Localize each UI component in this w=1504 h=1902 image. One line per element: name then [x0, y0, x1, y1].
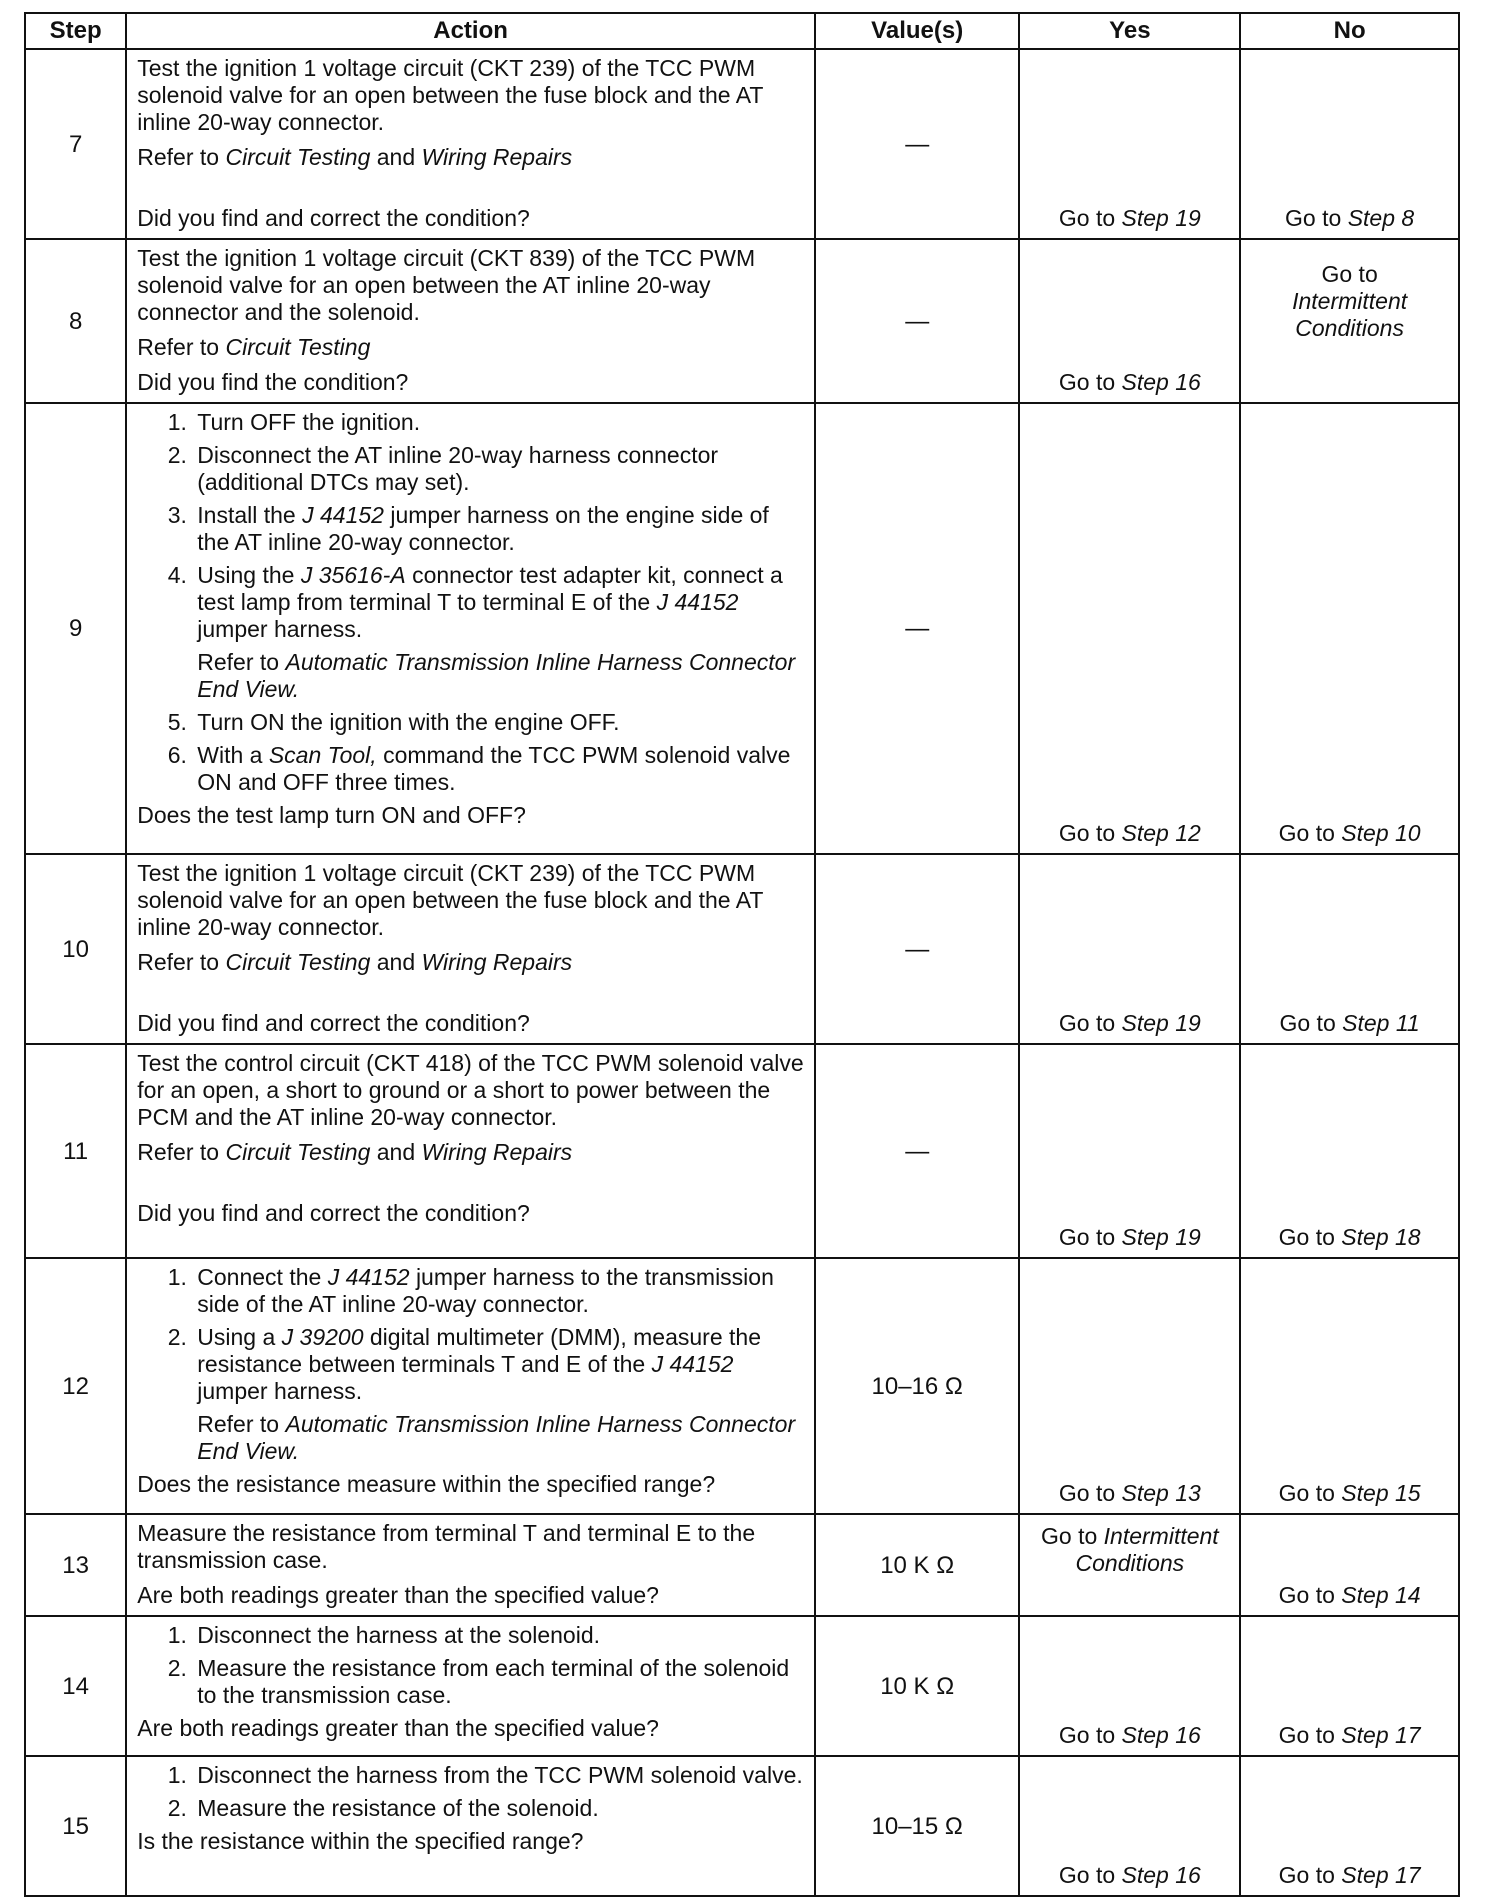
reference-line — [137, 144, 804, 171]
question-text: Did you find and correct the condition? — [137, 1200, 530, 1226]
refer-label: Refer to — [137, 144, 220, 170]
reference-link-connector-end-view[interactable]: Automatic Transmission Inline Harness Connector End View. — [197, 1411, 796, 1464]
item-text: jumper harness to the transmission side of the AT inline 20-way connector. — [197, 1264, 774, 1317]
goto-label: Go to — [1278, 1722, 1335, 1748]
no-target[interactable]: Step 17 — [1341, 1722, 1421, 1748]
yes-target[interactable]: Step 12 — [1121, 820, 1201, 846]
list-item — [193, 562, 804, 703]
question-text: Did you find and correct the condition? — [137, 1010, 530, 1036]
value-cell: — — [815, 854, 1020, 1044]
refer-label: Refer to — [197, 1411, 280, 1437]
yes-cell[interactable] — [1019, 239, 1240, 403]
yes-target[interactable]: Intermittent Conditions — [1075, 1523, 1219, 1576]
list-item: 5. Turn ON the ignition with the engine OFF. — [193, 709, 804, 736]
no-cell[interactable] — [1240, 854, 1459, 1044]
goto-label: Go to — [1278, 1862, 1335, 1888]
item-text: With a — [197, 742, 263, 768]
list-item: 2. Disconnect the AT inline 20-way harness connector (additional DTCs may set). — [193, 442, 804, 496]
goto-label: Go to — [1278, 820, 1335, 846]
yes-target[interactable]: Step 16 — [1121, 1722, 1201, 1748]
value-cell: — — [815, 239, 1020, 403]
refer-label: Refer to — [137, 334, 220, 360]
goto-label: Go to — [1058, 820, 1116, 846]
action-cell — [126, 403, 815, 854]
action-text: Measure the resistance from terminal T and terminal E to the transmission case. — [137, 1520, 756, 1573]
header-no: No — [1240, 13, 1459, 49]
goto-label: Go to — [1058, 1224, 1116, 1250]
question-text: Does the resistance measure within the specified range? — [137, 1471, 716, 1497]
reference-link-circuit-testing[interactable]: Circuit Testing — [225, 1139, 371, 1165]
no-target[interactable]: Step 17 — [1341, 1862, 1421, 1888]
step-number: 8 — [25, 239, 126, 403]
no-cell[interactable] — [1240, 1514, 1459, 1616]
action-cell — [126, 49, 815, 239]
item-text: connector test adapter kit, connect a test lamp from terminal T to terminal E of the — [197, 562, 783, 615]
table-row-step-12 — [25, 1258, 1459, 1514]
goto-label: Go to — [1321, 260, 1378, 287]
refer-label: Refer to — [197, 649, 280, 675]
table-row-step-13 — [25, 1514, 1459, 1616]
step-number: 11 — [25, 1044, 126, 1258]
reference-link-wiring-repairs[interactable]: Wiring Repairs — [421, 1139, 573, 1165]
step-number: 9 — [25, 403, 126, 854]
yes-target[interactable]: Step 16 — [1121, 369, 1201, 395]
reference-link-circuit-testing[interactable]: Circuit Testing — [225, 144, 371, 170]
instruction-list — [137, 1762, 804, 1822]
action-cell — [126, 854, 815, 1044]
goto-label: Go to — [1279, 1010, 1336, 1036]
value-cell: 10–15 Ω — [815, 1756, 1020, 1896]
yes-target[interactable]: Step 13 — [1121, 1480, 1201, 1506]
goto-label: Go to — [1058, 369, 1116, 395]
item-text: digital multimeter (DMM), measure the resistance between terminals T and E of the — [197, 1324, 761, 1377]
table-header-row — [25, 13, 1459, 49]
step-number: 13 — [25, 1514, 126, 1616]
diagnostic-table-page — [24, 12, 1460, 1897]
goto-label: Go to — [1058, 1480, 1116, 1506]
question-text: Does the test lamp turn ON and OFF? — [137, 802, 526, 828]
no-target[interactable]: Step 11 — [1342, 1010, 1420, 1036]
tool-name: J 35616-A — [300, 562, 406, 588]
list-item — [193, 1264, 804, 1318]
yes-target[interactable]: Step 19 — [1121, 205, 1201, 231]
no-cell[interactable] — [1240, 1616, 1459, 1756]
step-number: 12 — [25, 1258, 126, 1514]
header-action: Action — [126, 13, 815, 49]
header-values: Value(s) — [815, 13, 1020, 49]
goto-label: Go to — [1041, 1523, 1098, 1549]
no-target[interactable]: Intermittent Conditions — [1292, 287, 1408, 341]
no-target[interactable]: Step 14 — [1341, 1582, 1421, 1608]
no-cell[interactable] — [1240, 49, 1459, 239]
yes-cell[interactable] — [1019, 1756, 1240, 1896]
action-cell — [126, 1616, 815, 1756]
step-number: 15 — [25, 1756, 126, 1896]
reference-line — [137, 334, 804, 361]
refer-label: Refer to — [137, 1139, 220, 1165]
tool-name: J 44152 — [651, 1351, 734, 1377]
yes-cell[interactable] — [1019, 1514, 1240, 1616]
reference-line — [197, 1411, 804, 1465]
reference-link-circuit-testing[interactable]: Circuit Testing — [225, 949, 371, 975]
goto-label: Go to — [1278, 1224, 1335, 1250]
tool-name: J 44152 — [327, 1264, 410, 1290]
no-cell[interactable] — [1240, 1756, 1459, 1896]
item-text: jumper harness. — [197, 1378, 363, 1404]
and-label: and — [376, 949, 416, 975]
yes-cell[interactable] — [1019, 1616, 1240, 1756]
item-text: jumper harness on the engine side of the AT inline 20-way connector. — [197, 502, 769, 555]
yes-target[interactable]: Step 19 — [1121, 1224, 1201, 1250]
value-cell: — — [815, 403, 1020, 854]
item-text: Using a — [197, 1324, 276, 1350]
item-text: jumper harness. — [197, 616, 363, 642]
question-text: Is the resistance within the specified range? — [137, 1828, 584, 1854]
reference-link-wiring-repairs[interactable]: Wiring Repairs — [421, 949, 573, 975]
instruction-list — [137, 1622, 804, 1709]
table-row-step-9 — [25, 403, 1459, 854]
yes-target[interactable]: Step 16 — [1121, 1862, 1201, 1888]
question-text: Are both readings greater than the specified value? — [137, 1582, 659, 1608]
diagnostic-table — [24, 12, 1460, 1897]
action-text: Test the ignition 1 voltage circuit (CKT 239) of the TCC PWM solenoid valve for an open between the fuse block and the AT inline 20-way connector. — [137, 860, 763, 940]
yes-target[interactable]: Step 19 — [1121, 1010, 1201, 1036]
goto-label: Go to — [1278, 1582, 1335, 1608]
no-target[interactable]: Step 8 — [1347, 205, 1415, 231]
list-item: 1. Turn OFF the ignition. — [193, 409, 804, 436]
table-row-step-15 — [25, 1756, 1459, 1896]
yes-cell[interactable] — [1019, 1258, 1240, 1514]
list-item: 2. Measure the resistance of the solenoid. — [193, 1795, 804, 1822]
list-item: 1. Disconnect the harness from the TCC PWM solenoid valve. — [193, 1762, 804, 1789]
item-text: Connect the — [197, 1264, 322, 1290]
list-item: 2. Measure the resistance from each terminal of the solenoid to the transmission case. — [193, 1655, 804, 1709]
goto-label: Go to — [1285, 205, 1342, 231]
action-cell — [126, 1514, 815, 1616]
action-cell — [126, 239, 815, 403]
no-target[interactable]: Step 15 — [1341, 1480, 1421, 1506]
reference-link-wiring-repairs[interactable]: Wiring Repairs — [421, 144, 573, 170]
no-cell[interactable] — [1240, 239, 1459, 403]
no-cell[interactable] — [1240, 1044, 1459, 1258]
step-number: 14 — [25, 1616, 126, 1756]
value-cell: 10–16 Ω — [815, 1258, 1020, 1514]
table-row-step-7 — [25, 49, 1459, 239]
action-cell — [126, 1756, 815, 1896]
table-row-step-8 — [25, 239, 1459, 403]
list-item: 1. Disconnect the harness at the solenoid. — [193, 1622, 804, 1649]
yes-cell[interactable] — [1019, 1044, 1240, 1258]
step-number: 10 — [25, 854, 126, 1044]
reference-line — [137, 1139, 804, 1166]
yes-cell[interactable] — [1019, 49, 1240, 239]
instruction-list — [137, 409, 804, 796]
action-cell — [126, 1044, 815, 1258]
table-row-step-11 — [25, 1044, 1459, 1258]
item-text: Using the — [197, 562, 295, 588]
instruction-list — [137, 1264, 804, 1465]
step-number: 7 — [25, 49, 126, 239]
action-cell — [126, 1258, 815, 1514]
no-target[interactable]: Step 10 — [1341, 820, 1421, 846]
tool-name: Scan Tool, — [268, 742, 377, 768]
table-row-step-14 — [25, 1616, 1459, 1756]
tool-name: J 44152 — [656, 589, 739, 615]
value-cell: 10 K Ω — [815, 1616, 1020, 1756]
no-target[interactable]: Step 18 — [1341, 1224, 1421, 1250]
and-label: and — [376, 144, 416, 170]
action-text: Test the control circuit (CKT 418) of the TCC PWM solenoid valve for an open, a short to ground or a short to power between the PCM and the AT inline 20-way connector. — [137, 1050, 804, 1130]
question-text: Did you find and correct the condition? — [137, 205, 530, 231]
goto-label: Go to — [1058, 1862, 1116, 1888]
goto-label: Go to — [1278, 1480, 1335, 1506]
list-item — [193, 1324, 804, 1465]
tool-name: J 39200 — [281, 1324, 364, 1350]
no-cell[interactable] — [1240, 403, 1459, 854]
item-text: Install the — [197, 502, 296, 528]
value-cell: — — [815, 49, 1020, 239]
tool-name: J 44152 — [302, 502, 384, 528]
reference-line — [137, 949, 804, 976]
question-text: Are both readings greater than the specified value? — [137, 1715, 659, 1741]
list-item — [193, 742, 804, 796]
item-text: command the TCC PWM solenoid valve ON and OFF three times. — [197, 742, 791, 795]
action-text: Test the ignition 1 voltage circuit (CKT 239) of the TCC PWM solenoid valve for an open between the fuse block and the AT inline 20-way connector. — [137, 55, 763, 135]
header-step: Step — [25, 13, 126, 49]
yes-cell[interactable] — [1019, 403, 1240, 854]
header-yes: Yes — [1019, 13, 1240, 49]
value-cell: — — [815, 1044, 1020, 1258]
reference-line — [197, 649, 804, 703]
table-row-step-10 — [25, 854, 1459, 1044]
value-cell: 10 K Ω — [815, 1514, 1020, 1616]
action-text: Test the ignition 1 voltage circuit (CKT 839) of the TCC PWM solenoid valve for an open between the AT inline 20-way connector and the solenoid. — [137, 245, 756, 325]
and-label: and — [376, 1139, 416, 1165]
goto-label: Go to — [1058, 205, 1116, 231]
goto-label: Go to — [1058, 1722, 1116, 1748]
question-text: Did you find the condition? — [137, 369, 409, 395]
yes-cell[interactable] — [1019, 854, 1240, 1044]
reference-link-connector-end-view[interactable]: Automatic Transmission Inline Harness Connector End View. — [197, 649, 796, 702]
reference-link-circuit-testing[interactable]: Circuit Testing — [225, 334, 371, 360]
refer-label: Refer to — [137, 949, 220, 975]
goto-label: Go to — [1058, 1010, 1116, 1036]
no-cell[interactable] — [1240, 1258, 1459, 1514]
list-item — [193, 502, 804, 556]
